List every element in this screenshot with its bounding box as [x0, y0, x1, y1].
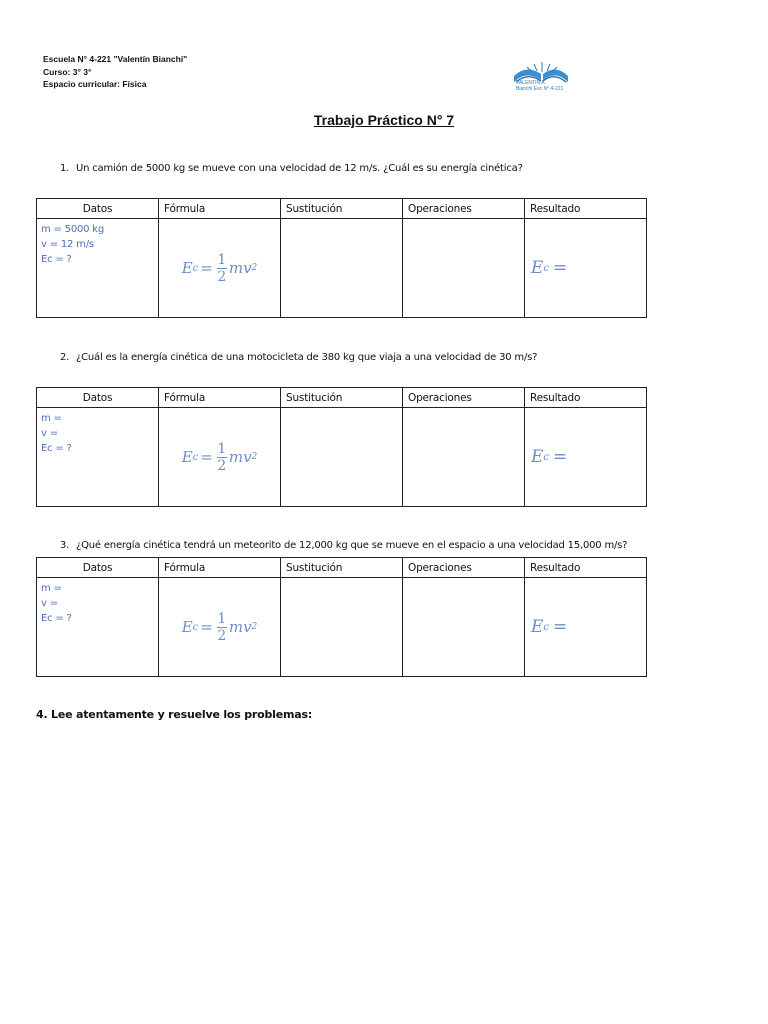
problem-2-table: [36, 387, 647, 507]
result-sub: c: [543, 451, 550, 463]
datos-energy: Ec = ?: [41, 613, 72, 624]
course-label: Curso: 3° 3°: [43, 66, 92, 77]
formula-exp: 2: [251, 452, 258, 462]
result-eq: =: [553, 447, 568, 467]
logo-caption: [516, 80, 563, 92]
sustitucion-cell[interactable]: [281, 408, 403, 507]
formula-cell: [159, 408, 281, 507]
formula-lhs-sub: c: [192, 621, 199, 633]
col-header-sustitucion: Sustitución: [281, 199, 403, 219]
formula-cell: [159, 219, 281, 318]
result-expression: [525, 578, 646, 676]
logo-caption-line1: VALENTIN A.: [516, 80, 546, 86]
problem-3-question: [60, 540, 627, 551]
operaciones-cell[interactable]: [403, 578, 525, 677]
col-header-sustitucion: Sustitución: [281, 558, 403, 578]
datos-cell[interactable]: [37, 219, 159, 318]
table-row: [37, 408, 647, 507]
formula-eq: =: [200, 618, 213, 636]
resultado-cell[interactable]: [525, 219, 647, 318]
formula-exp: 2: [251, 622, 258, 632]
kinetic-energy-formula: [159, 408, 280, 506]
formula-fraction: [217, 442, 227, 473]
col-header-sustitucion: Sustitución: [281, 388, 403, 408]
col-header-formula: Fórmula: [159, 388, 281, 408]
col-header-datos: Datos: [37, 199, 159, 219]
result-eq: =: [553, 258, 568, 278]
sustitucion-cell[interactable]: [281, 578, 403, 677]
col-header-datos: Datos: [37, 388, 159, 408]
result-eq: =: [553, 617, 568, 637]
table-row: [37, 578, 647, 677]
formula-lhs: E: [181, 448, 193, 466]
col-header-operaciones: Operaciones: [403, 388, 525, 408]
formula-rhs: mv: [228, 448, 252, 466]
col-header-resultado: Resultado: [525, 388, 647, 408]
datos-cell[interactable]: [37, 408, 159, 507]
school-name: Escuela N° 4-221 "Valentín Bianchi": [43, 54, 188, 64]
datos-velocity: v =: [41, 598, 58, 609]
kinetic-energy-formula: [159, 219, 280, 317]
problem-2-question: [60, 352, 537, 363]
datos-mass: m = 5000 kg: [41, 224, 105, 235]
formula-fraction: [217, 612, 227, 643]
datos-velocity: v = 12 m/s: [41, 239, 94, 250]
result-sub: c: [543, 621, 550, 633]
problem-2-number: 2.: [60, 352, 70, 363]
resultado-cell[interactable]: [525, 408, 647, 507]
formula-num: 1: [217, 251, 227, 268]
operaciones-cell[interactable]: [403, 408, 525, 507]
problem-1-table: [36, 198, 647, 318]
formula-den: 2: [217, 627, 227, 644]
col-header-operaciones: Operaciones: [403, 558, 525, 578]
formula-den: 2: [217, 457, 227, 474]
formula-exp: 2: [251, 263, 258, 273]
problem-3-text: ¿Qué energía cinética tendrá un meteorito de 12,000 kg que se mueve en el espacio a una velocidad 15,000 m/s?: [76, 540, 628, 551]
datos-mass: m =: [41, 413, 62, 424]
result-symbol: E: [531, 447, 544, 467]
table-header-row: [37, 388, 647, 408]
table-header-row: [37, 558, 647, 578]
problem-1-question: [60, 163, 523, 174]
problem-3-number: 3.: [60, 540, 70, 551]
formula-rhs: mv: [228, 618, 252, 636]
table-header-row: [37, 199, 647, 219]
page-title: Trabajo Práctico N° 7: [313, 112, 455, 128]
table-row: [37, 219, 647, 318]
formula-lhs: E: [181, 618, 193, 636]
col-header-resultado: Resultado: [525, 558, 647, 578]
logo-caption-line2: Bianchi Esc N° 4-221: [516, 86, 564, 92]
formula-lhs: E: [181, 259, 193, 277]
formula-num: 1: [217, 610, 227, 627]
result-symbol: E: [531, 617, 544, 637]
resultado-cell[interactable]: [525, 578, 647, 677]
kinetic-energy-formula: [159, 578, 280, 676]
formula-eq: =: [200, 448, 213, 466]
question-4-heading: 4. Lee atentamente y resuelve los problemas:: [36, 708, 313, 721]
formula-num: 1: [217, 440, 227, 457]
col-header-resultado: Resultado: [525, 199, 647, 219]
problem-1-number: 1.: [60, 163, 70, 174]
col-header-operaciones: Operaciones: [403, 199, 525, 219]
formula-cell: [159, 578, 281, 677]
problem-1-text: Un camión de 5000 kg se mueve con una velocidad de 12 m/s. ¿Cuál es su energía cinética?: [76, 163, 523, 174]
formula-lhs-sub: c: [192, 262, 199, 274]
col-header-formula: Fórmula: [159, 199, 281, 219]
formula-den: 2: [217, 268, 227, 285]
result-symbol: E: [531, 258, 544, 278]
datos-energy: Ec = ?: [41, 254, 72, 265]
operaciones-cell[interactable]: [403, 219, 525, 318]
formula-lhs-sub: c: [192, 451, 199, 463]
problem-3-table: [36, 557, 647, 677]
formula-rhs: mv: [228, 259, 252, 277]
datos-energy: Ec = ?: [41, 443, 72, 454]
result-expression: [525, 408, 646, 506]
datos-velocity: v =: [41, 428, 58, 439]
col-header-datos: Datos: [37, 558, 159, 578]
col-header-formula: Fórmula: [159, 558, 281, 578]
result-sub: c: [543, 262, 550, 274]
result-expression: [525, 219, 646, 317]
subject-label: Espacio curricular: Física: [43, 79, 147, 89]
datos-mass: m =: [41, 583, 62, 594]
problem-2-text: ¿Cuál es la energía cinética de una motocicleta de 380 kg que viaja a una velocidad de 30 m/s?: [76, 352, 538, 363]
sustitucion-cell[interactable]: [281, 219, 403, 318]
datos-cell[interactable]: [37, 578, 159, 677]
school-header: [43, 53, 187, 91]
formula-eq: =: [200, 259, 213, 277]
formula-fraction: [217, 253, 227, 284]
